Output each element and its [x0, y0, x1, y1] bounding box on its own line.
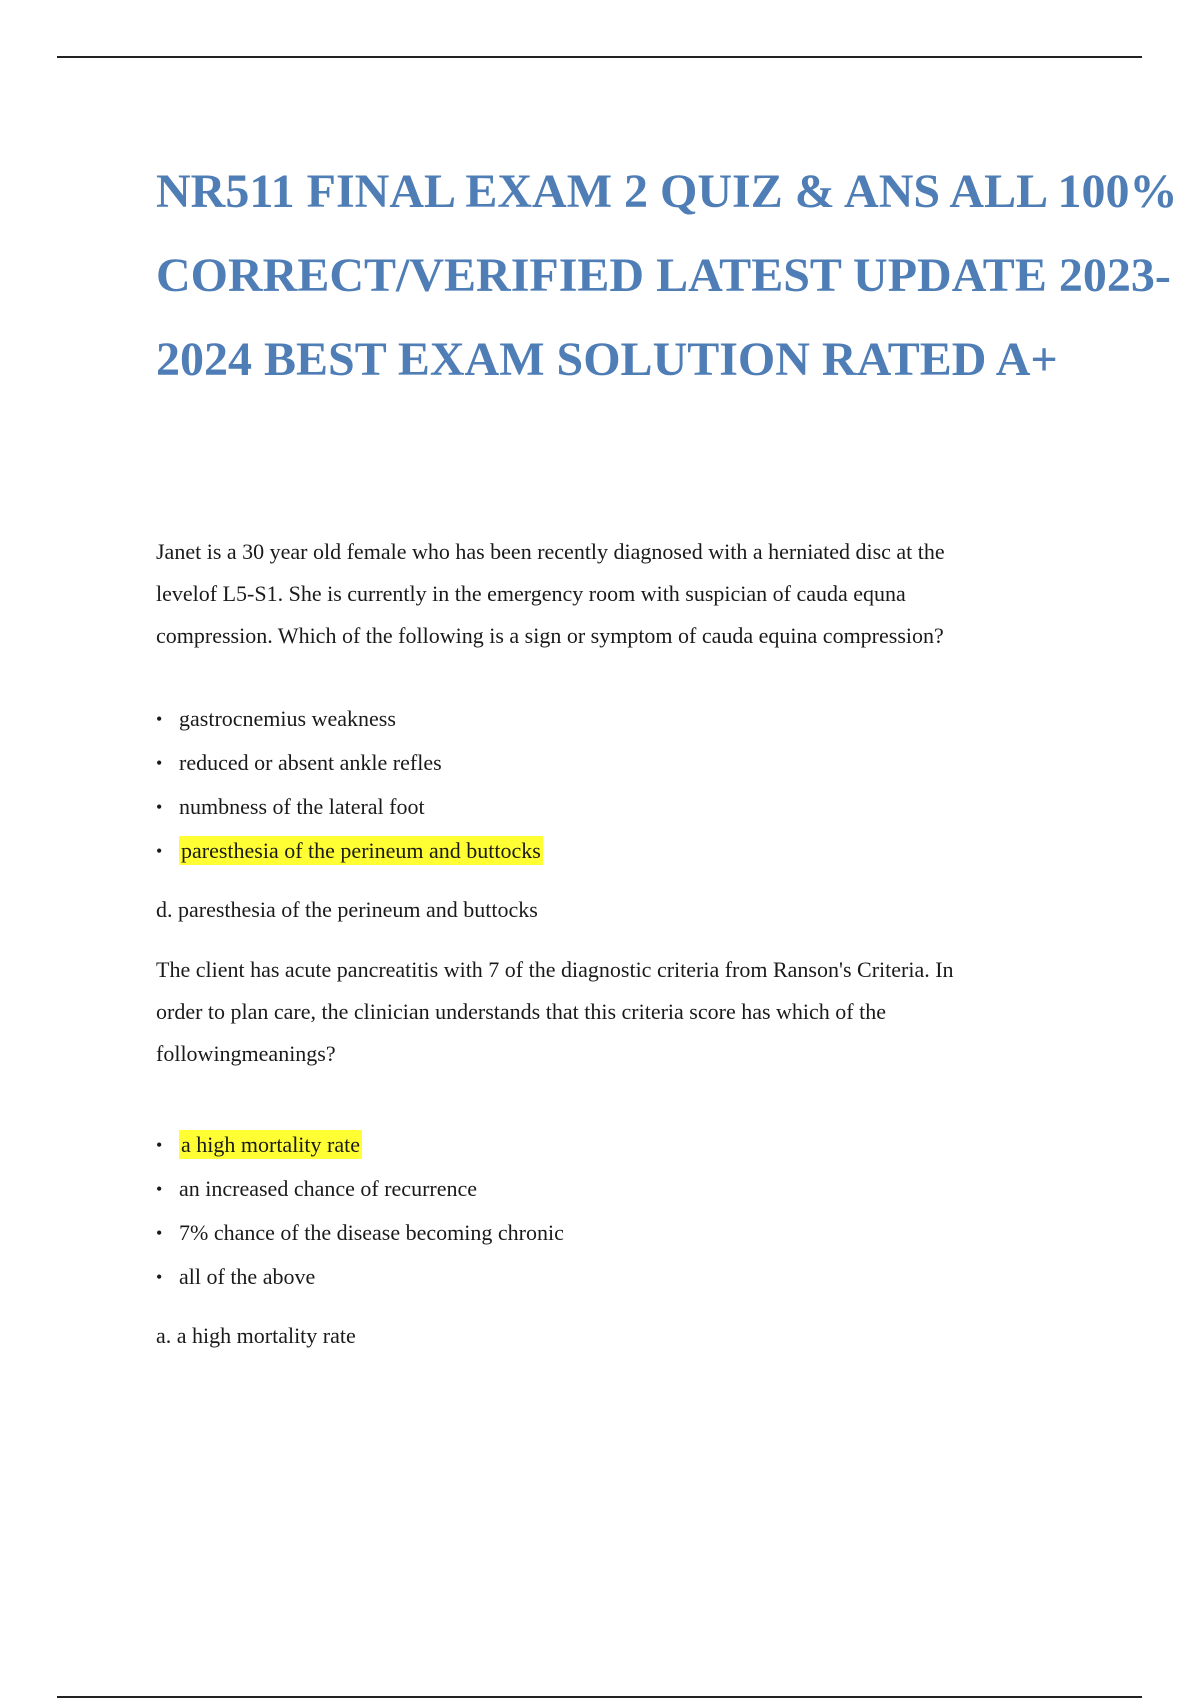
option-item: [156, 1211, 1056, 1255]
top-divider: [57, 56, 1142, 58]
question-2-text: [156, 949, 1056, 1075]
option-item: [156, 1255, 1056, 1299]
question-2-answer: a. a high mortality rate: [156, 1323, 356, 1348]
question-1-answer: d. paresthesia of the perineum and buttocks: [156, 897, 538, 922]
highlighted-option-text: a high mortality rate: [181, 1132, 360, 1157]
highlighted-option-text: paresthesia of the perineum and buttocks: [181, 838, 541, 863]
option-item: [156, 1167, 1056, 1211]
option-text: numbness of the lateral foot: [179, 794, 425, 819]
title-line-3: 2024 BEST EXAM SOLUTION RATED A+: [156, 333, 1058, 386]
bullet-icon: •: [156, 753, 163, 773]
option-text: all of the above: [179, 1264, 316, 1289]
bottom-divider: [57, 1696, 1142, 1698]
bullet-icon: •: [156, 797, 163, 817]
title-line-1: NR511 FINAL EXAM 2 QUIZ & ANS ALL 100%: [156, 165, 1178, 218]
question-1-line: levelof L5-S1. She is currently in the emergency room with suspician of cauda equna: [156, 581, 906, 606]
option-item-highlighted: [156, 1123, 1056, 1167]
question-2-line: The client has acute pancreatitis with 7 of the diagnostic criteria from Ranson's Criteria. In: [156, 957, 954, 982]
bullet-icon: •: [156, 1267, 163, 1287]
option-item: [156, 741, 1056, 785]
document-body: [156, 531, 1056, 1357]
question-1-options: [156, 697, 1056, 873]
question-1-text: [156, 531, 1056, 657]
option-text: 7% chance of the disease becoming chronic: [179, 1220, 564, 1245]
bullet-icon: •: [156, 709, 163, 729]
bullet-icon: •: [156, 841, 163, 861]
document-title: [156, 150, 1196, 402]
question-2-line: followingmeanings?: [156, 1041, 336, 1066]
option-text: reduced or absent ankle refles: [179, 750, 442, 775]
option-item: [156, 785, 1056, 829]
option-item: [156, 697, 1056, 741]
bullet-icon: •: [156, 1223, 163, 1243]
question-2-options: [156, 1123, 1056, 1299]
question-1-line: compression. Which of the following is a sign or symptom of cauda equina compression?: [156, 623, 944, 648]
option-text: an increased chance of recurrence: [179, 1176, 478, 1201]
title-line-2: CORRECT/VERIFIED LATEST UPDATE 2023-: [156, 249, 1171, 302]
question-2-line: order to plan care, the clinician understands that this criteria score has which of the: [156, 999, 887, 1024]
option-item-highlighted: [156, 829, 1056, 873]
bullet-icon: •: [156, 1179, 163, 1199]
option-text: gastrocnemius weakness: [179, 706, 396, 731]
bullet-icon: •: [156, 1135, 163, 1155]
question-1-line: Janet is a 30 year old female who has been recently diagnosed with a herniated disc at the: [156, 539, 945, 564]
